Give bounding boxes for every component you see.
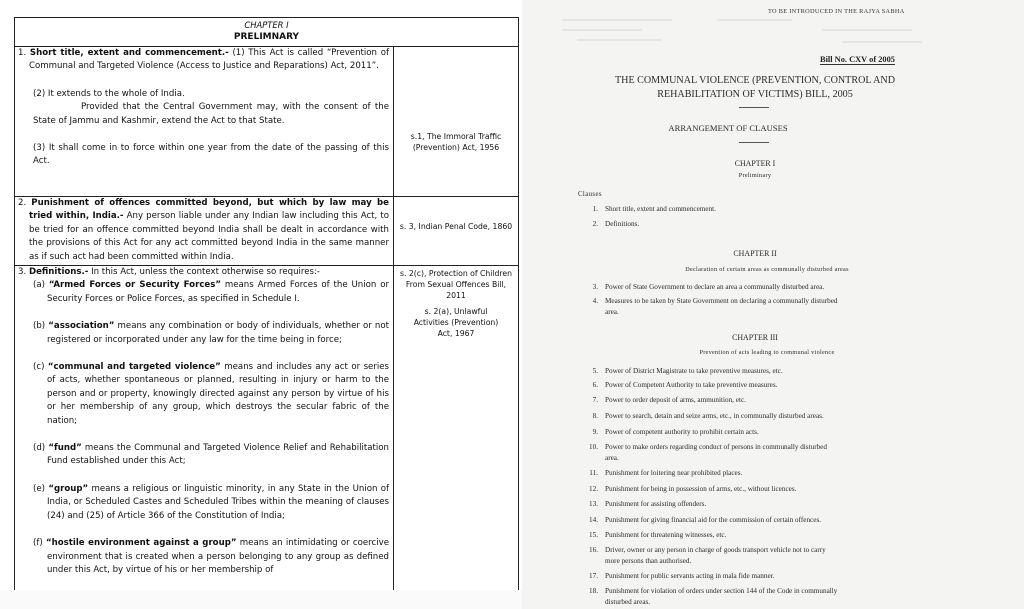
clause-number: 16. (589, 546, 598, 554)
definition-item: (d) “fund” means the Communal and Targeted Violence Relief and Rehabilitation Fund established under this Act; (33, 443, 390, 467)
clause-text: Power of Competent Authority to take preventive measures. (605, 381, 778, 389)
section-para: (2) It extends to the whole of India. (33, 88, 185, 99)
page-gap (0, 590, 522, 609)
chapter-title: Preliminary (738, 172, 772, 179)
clause-number: 12. (589, 485, 598, 493)
clause-number: 7. (592, 396, 598, 404)
section-title: Punishment of offences committed beyond, but which by law may be tried within, India.- (29, 198, 389, 222)
section-number: 3. (18, 267, 27, 277)
top-note: TO BE INTRODUCED IN THE RAJYA SABHA (768, 8, 905, 15)
section-body: Any person liable under any Indian law including this Act, to be tried for an offence committed beyond India shall be dealt in accordance with the provisions of this Act for any act committed beyond India in the same manner as if such act had been committed within India. (29, 211, 390, 262)
chapter-header (15, 18, 518, 47)
section-proviso: Provided that the Central Government may, with the consent of the State of Jammu and Kashmir, extend the Act to that State. (33, 102, 389, 126)
clause-number: 5. (592, 367, 598, 375)
section-number: 1. (18, 48, 27, 58)
clause-number: 2. (592, 220, 598, 228)
definition-item: (f) “hostile environment against a group” means an intimidating or coercive environment that is created when a person belonging to any group as defined under this Act, by virtue of his or her membership of (33, 538, 390, 575)
clause-number: 1. (592, 205, 598, 213)
clause-text: Power of District Magistrate to take preventive measures, etc. (605, 367, 783, 375)
chapter-title: Prevention of acts leading to communal violence (699, 349, 835, 356)
clause-text: Power to order deposit of arms, ammunition, etc. (605, 396, 746, 404)
divider (739, 107, 769, 108)
clause-text: Power to search, detain and seize arms, etc., in communally disturbed areas. (605, 412, 824, 420)
clause-text: area. (605, 308, 619, 316)
clause-text: more persons than authorised. (605, 557, 692, 565)
reference-note: s. 2(c), Protection of Children From Sexual Offences Bill, 2011 (399, 269, 513, 300)
clause-text: area. (605, 454, 619, 462)
clause-text: Punishment for violation of orders under section 144 of the Code in communally (605, 587, 838, 595)
clause-number: 14. (589, 516, 598, 524)
clause-text: Punishment for giving financial aid for the commission of certain offences. (605, 516, 822, 524)
reference-note: s. 3, Indian Penal Code, 1860 (399, 222, 513, 231)
section-para: (1) This Act is called “Prevention of Communal and Targeted Violence (Access to Justice and Reparations) Act, 2011”. (29, 48, 389, 72)
section-row-1 (15, 47, 518, 197)
clause-number: 18. (589, 587, 598, 595)
clause-number: 10. (589, 443, 598, 451)
bill-number: Bill No. CXV of 2005 (820, 55, 895, 64)
section-row-2 (15, 197, 518, 266)
clause-text: Power to make orders regarding conduct of persons in communally disturbed (605, 443, 827, 451)
bill-title: THE COMMUNAL VIOLENCE (PREVENTION, CONTROL AND REHABILITATION OF VICTIMS) BILL, 2005 (615, 75, 895, 100)
clause-text: Punishment for assisting offenders. (605, 500, 707, 508)
clause-text: Power of State Government to declare an area a communally disturbed area. (605, 283, 825, 291)
chapter-label: CHAPTER I (734, 159, 776, 168)
clause-number: 4. (592, 297, 598, 305)
section-title: Definitions.- (28, 267, 89, 277)
clause-number: 3. (592, 283, 598, 291)
chapter-label: CHAPTER III (732, 333, 778, 342)
section-number: 2. (18, 198, 27, 208)
clause-text: Power of competent authority to prohibit certain acts. (605, 428, 759, 436)
reference-note: s.1, The Immoral Traffic (Prevention) Act, 1956 (410, 132, 502, 152)
sections-table (15, 47, 518, 591)
clause-number: 11. (589, 469, 598, 477)
chapter-title: Declaration of certain areas as communally disturbed areas (685, 266, 849, 273)
reference-note: s. 2(a), Unlawful Activities (Prevention) Act, 1967 (413, 307, 499, 338)
clause-number: 9. (592, 428, 598, 436)
clause-text: Short title, extent and commencement. (605, 205, 716, 213)
chapter-label: CHAPTER II (733, 249, 777, 258)
clauses-label: Clauses (578, 191, 602, 198)
clause-text: Punishment for being in possession of arms, etc., without licences. (605, 485, 797, 493)
clause-number: 17. (589, 572, 598, 580)
definition-item: (a) “Armed Forces or Security Forces” means Armed Forces of the Union or Security Forces or Police Forces, as specified in Schedule I. (33, 280, 389, 304)
section-para: (3) It shall come in to force within one year from the date of the passing of this Act. (33, 143, 389, 167)
left-document-page (14, 17, 519, 591)
definition-item: (b) “association” means any combination or body of individuals, whether or not registered or incorporated under any law for the time being in force; (33, 321, 389, 345)
clause-number: 13. (589, 500, 598, 508)
section-title: Short title, extent and commencement.- (29, 48, 229, 58)
clause-number: 15. (589, 531, 598, 539)
clause-text: Punishment for threatening witnesses, etc. (605, 531, 727, 539)
section-row-3 (15, 266, 518, 592)
chapter-label: CHAPTER I (244, 20, 289, 30)
right-document-page (522, 0, 1024, 609)
clause-text: Punishment for loitering near prohibited places. (605, 469, 743, 477)
chapter-title: PRELIMNARY (233, 32, 300, 42)
definition-item: (e) “group” means a religious or linguistic minority, in any State in the Union of India, or Scheduled Castes and Scheduled Tribes within the meaning of clauses (24) and (25) of Article 366 of the Constitution of India; (33, 483, 389, 521)
divider (739, 142, 769, 143)
clause-text: Definitions. (605, 220, 640, 228)
clause-text: disturbed areas. (605, 598, 651, 606)
clause-text: Measures to be taken by State Government on declaring a communally disturbed (605, 297, 838, 305)
clause-text: Driver, owner or any person in charge of goods transport vehicle not to carry (605, 546, 826, 554)
section-intro: In this Act, unless the context otherwise so requires:- (91, 267, 321, 277)
clause-number: 6. (592, 381, 598, 389)
clause-text: Punishment for public servants acting in mala fide manner. (605, 572, 775, 580)
arrangement-heading: ARRANGEMENT OF CLAUSES (668, 123, 788, 133)
clause-number: 8. (592, 412, 598, 420)
definition-item: (c) “communal and targeted violence” means and includes any act or series of acts, whether spontaneous or planned, resulting in injury or harm to the person and or property, knowingly directed against any person by virtue of his or her membership of any group, which destroys the secular fabric of the nation; (33, 362, 390, 426)
